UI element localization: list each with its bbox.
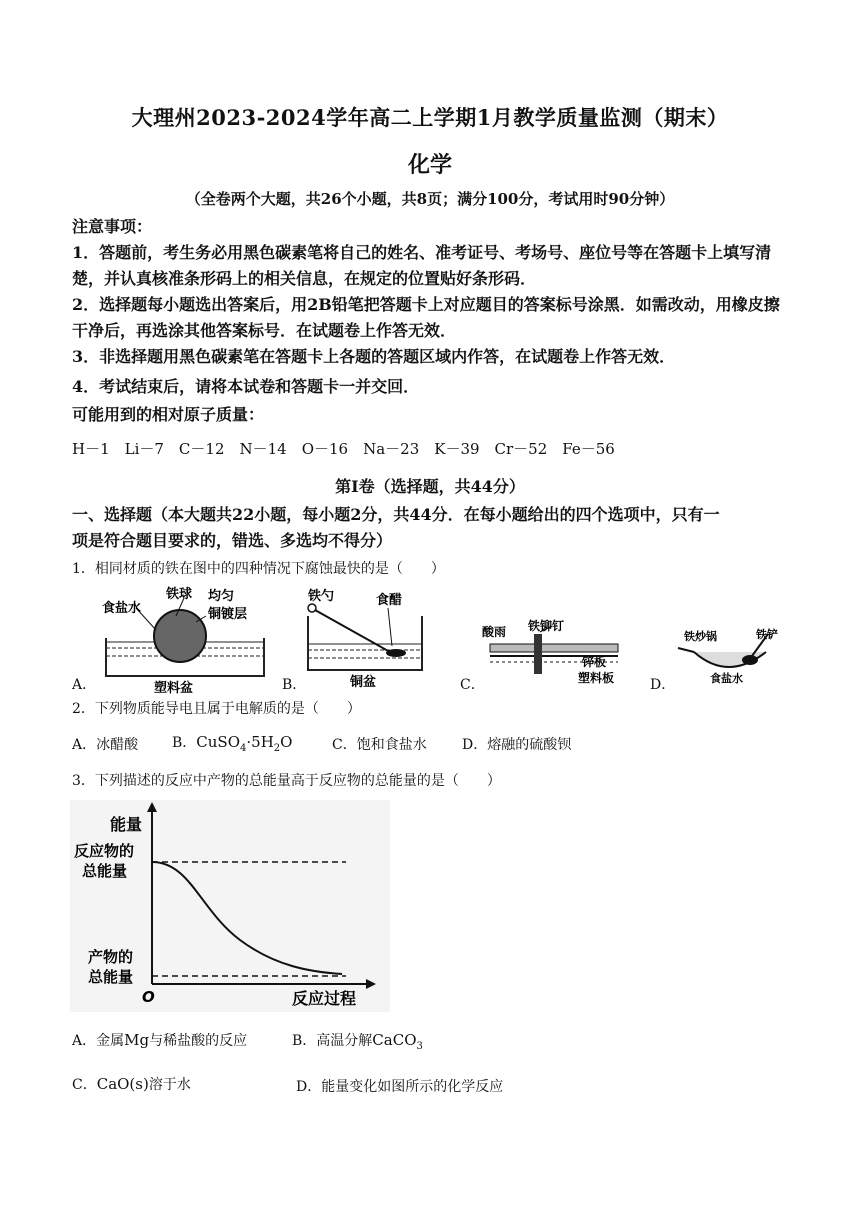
reactant-label-line1: 反应物的: [74, 842, 135, 860]
note-item-2: 2．选择题每小题选出答案后，用2B铅笔把答题卡上对应题目的答案标号涂黑．如需改动，用橡皮擦干净后，再选涂其他答案标号．在试题卷上作答无效．: [72, 295, 780, 340]
note-item-4: 4．考试结束后，请将本试卷和答题卡一并交回．: [72, 377, 420, 396]
reactant-label-line2: 总能量: [82, 862, 128, 880]
q2-option-a: A．冰醋酸: [72, 737, 139, 753]
q1-option-c: C．: [460, 677, 485, 693]
part1-title: 第Ⅰ卷（选择题，共44分）: [335, 477, 525, 496]
q2-option-d: D．熔融的硫酸钡: [462, 737, 572, 753]
fig-a-label-saltwater: 食盐水: [102, 601, 142, 616]
fig-d-label-saltwater: 食盐水: [710, 672, 743, 685]
q2-option-b: [172, 732, 292, 754]
fig-a-label-plastic-basin: 塑料盆: [154, 681, 194, 696]
fig-a-label-copper-plating: 铜镀层: [208, 607, 248, 622]
q3-option-c-post: 溶于水: [148, 1077, 191, 1093]
q2-option-b-prefix: B．: [172, 735, 197, 751]
q3-option-b-formula: CaCO: [372, 1031, 417, 1049]
fig-b-label-copper-basin: 铜盆: [350, 675, 377, 690]
fig-b-label-iron-spoon: 铁勺: [308, 589, 335, 604]
q1-option-a: A．: [72, 677, 97, 693]
q3-option-c-pre: C．: [72, 1077, 97, 1093]
notes-heading: 注意事项：: [72, 217, 153, 236]
x-axis-label: 反应过程: [292, 989, 357, 1008]
q2-option-b-sub2: 2: [273, 742, 281, 754]
page-title: 大理州2023-2024学年高二上学期1月教学质量监测（期末）: [131, 105, 729, 130]
q3-stem: 3．下列描述的反应中产物的总能量高于反应物的总能量的是（ ）: [72, 773, 501, 789]
q2-option-b-mid: ·5H: [246, 733, 274, 751]
fig-c-label-plastic-plate: 塑料板: [578, 671, 615, 685]
q3-option-c: [72, 1074, 191, 1094]
fig-c-label-acid-rain: 酸雨: [482, 625, 507, 639]
q1-figure-a: [96, 586, 276, 696]
note-item-3: 3．非选择题用黑色碳素笔在答题卡上各题的答题区域内作答，在试题卷上作答无效．: [72, 347, 676, 366]
product-label-line1: 产物的: [88, 948, 134, 966]
q3-option-b: [292, 1030, 423, 1052]
fig-c-label-iron-rivet: 铁铆钉: [528, 619, 565, 633]
fig-a-label-iron-ball: 铁球: [166, 587, 193, 602]
q3-option-a-post: 与稀盐酸的反应: [149, 1033, 248, 1049]
q1-figure-d: [676, 626, 786, 686]
q1-option-d: D．: [650, 677, 676, 693]
exam-info: （全卷两个大题，共26个小题，共8页；满分100分，考试用时90分钟）: [185, 190, 675, 208]
q2-option-c: C．饱和食盐水: [332, 737, 427, 753]
q2-option-b-sub1: 4: [240, 742, 247, 754]
q3-option-c-formula: CaO(s): [96, 1075, 149, 1093]
fig-d-label-wok: 铁炒锅: [684, 630, 717, 643]
atomic-mass-list: H－1 Li－7 C－12 N－14 O－16 Na－23 K－39 Cr－52 Fe－56: [72, 440, 615, 458]
fig-d-label-spatula: 铁铲: [756, 628, 778, 641]
fig-b-label-vinegar: 食醋: [376, 593, 403, 608]
q3-option-d: D．能量变化如图所示的化学反应: [296, 1079, 504, 1095]
q2-option-b-formula: CuSO: [196, 733, 241, 751]
origin-label: O: [142, 988, 155, 1006]
q3-option-b-pre: B．高温分解: [292, 1033, 373, 1049]
q3-option-a: [72, 1030, 247, 1050]
q1-figure-c: [482, 619, 622, 688]
q1-figure-b: [300, 586, 430, 690]
y-axis-label: 能量: [110, 815, 143, 834]
atomic-heading: 可能用到的相对原子质量：: [72, 405, 265, 424]
note-item-1: 1．答题前，考生务必用黑色碳素笔将自己的姓名、准考证号、考场号、座位号等在答题卡上填写清楚，并认真核准条形码上的相关信息，在规定的位置贴好条形码．: [72, 243, 772, 288]
fig-c-label-zinc-plate: 锌板: [582, 655, 607, 669]
q3-option-b-sub: 3: [416, 1040, 423, 1052]
q1-stem: 1．相同材质的铁在图中的四种情况下腐蚀最快的是（ ）: [72, 561, 445, 577]
q3-energy-diagram: [70, 800, 390, 1012]
q1-option-b: B．: [282, 677, 307, 693]
fig-a-label-uniform: 均匀: [208, 589, 235, 604]
q3-option-a-mg: Mg: [124, 1031, 150, 1049]
subject-title: 化学: [407, 152, 452, 178]
section-desc-line1: 一、选择题（本大题共22小题，每小题2分，共44分．在每小题给出的四个选项中，只有一: [72, 505, 720, 524]
q3-option-a-pre: A．金属: [72, 1033, 125, 1049]
q2-option-b-end: O: [280, 733, 293, 751]
product-label-line2: 总能量: [88, 968, 134, 986]
q2-stem: 2．下列物质能导电且属于电解质的是（ ）: [72, 701, 361, 717]
section-desc-line2: 项是符合题目要求的，错选、多选均不得分）: [72, 531, 393, 550]
